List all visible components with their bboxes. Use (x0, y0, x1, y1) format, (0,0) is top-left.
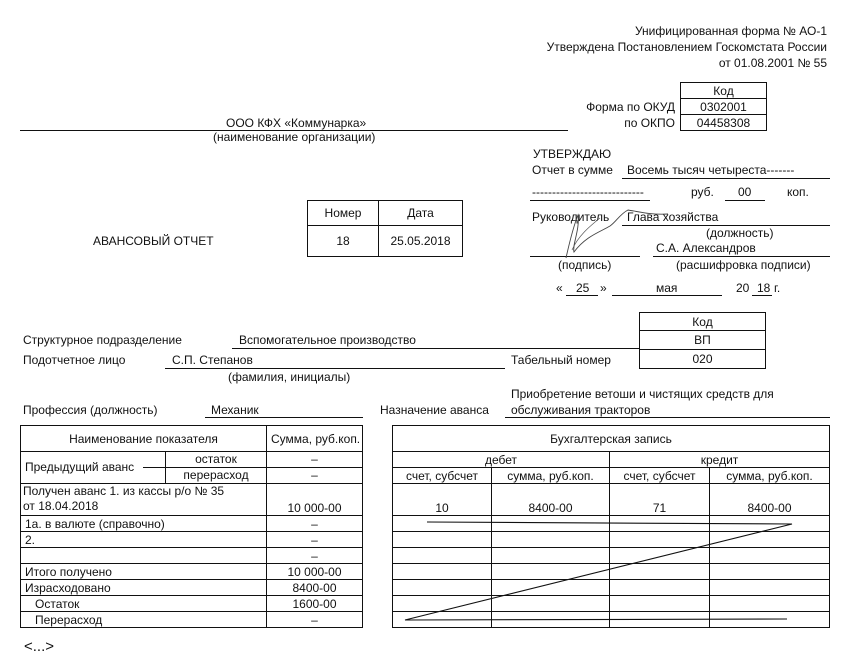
debit-amount-header: сумма, руб.коп. (492, 468, 610, 484)
credit-amount-header: сумма, руб.коп. (710, 468, 830, 484)
purpose-line (505, 417, 830, 418)
empty-cell (492, 596, 610, 612)
tab-number: 020 (639, 349, 766, 369)
approval-day: 25 (576, 281, 590, 295)
blank-value: – (267, 548, 363, 564)
purpose-line2: обслуживания тракторов (511, 403, 651, 417)
sum-words: Восемь тысяч четыреста------- (627, 163, 795, 177)
employee-code-header: Код (639, 312, 766, 331)
empty-cell (710, 596, 830, 612)
empty-cell (610, 612, 710, 628)
okud-value: 0302001 (680, 98, 767, 115)
col-sum-header: Сумма, руб.коп. (267, 426, 363, 452)
accounting-title: Бухгалтерская запись (393, 426, 830, 452)
empty-cell (393, 596, 492, 612)
month-line (612, 295, 722, 296)
footer-ellipsis: <...> (24, 638, 55, 655)
credit-amount: 8400-00 (710, 484, 830, 516)
kop-line (725, 200, 765, 201)
person-caption: (фамилия, инициалы) (228, 370, 351, 384)
empty-cell (393, 564, 492, 580)
empty-cell (710, 532, 830, 548)
head-label: Руководитель (532, 210, 610, 224)
signature-line (530, 256, 640, 257)
received-value: 10 000-00 (267, 484, 363, 516)
spent-label: Израсходовано (21, 580, 267, 596)
signature-caption: (подпись) (558, 258, 612, 272)
code-header: Код (680, 82, 767, 99)
decoding-value: С.А. Александров (656, 241, 756, 255)
empty-cell (710, 580, 830, 596)
decoding-line (653, 256, 830, 257)
sum-label: Отчет в сумме (532, 163, 613, 177)
quote-open: « (556, 281, 563, 295)
accounting-table (392, 425, 830, 628)
person-value: С.П. Степанов (172, 353, 253, 367)
debit-account: 10 (393, 484, 492, 516)
empty-cell (492, 532, 610, 548)
empty-cell (710, 612, 830, 628)
prev-advance-cell (21, 452, 267, 484)
col-name-header: Наименование показателя (21, 426, 267, 452)
approved-date: от 01.08.2001 № 55 (718, 56, 827, 70)
empty-cell (710, 564, 830, 580)
empty-cell (710, 516, 830, 532)
prev-advance-values (267, 452, 363, 484)
credit-account-header: счет, субсчет (610, 468, 710, 484)
year-label: г. (774, 281, 781, 295)
position-caption: (должность) (706, 226, 774, 240)
spent-value: 8400-00 (267, 580, 363, 596)
received-line1: Получен аванс 1. из кассы р/о № 35 (23, 484, 225, 498)
received-line2: от 18.04.2018 (23, 499, 99, 513)
debit-amount: 8400-00 (492, 484, 610, 516)
person-label: Подотчетное лицо (23, 353, 126, 367)
date-header: Дата (378, 200, 463, 226)
blank-label (21, 548, 267, 564)
empty-cell (492, 612, 610, 628)
empty-cell (393, 612, 492, 628)
approved-by: Утверждена Постановлением Госкомстата России (546, 40, 827, 54)
item2-label: 2. (21, 532, 267, 548)
sum-dashes: ---------------------------- (532, 185, 644, 199)
year-prefix: 20 (736, 281, 750, 295)
empty-cell (610, 580, 710, 596)
number-header: Номер (307, 200, 379, 226)
purpose-label: Назначение аванса (380, 403, 489, 417)
dept-code: ВП (639, 330, 766, 350)
quote-close: » (600, 281, 607, 295)
remainder-label: остаток (165, 452, 266, 468)
empty-cell (492, 516, 610, 532)
sum-dashes-line (530, 200, 650, 201)
overspend-value: – (311, 468, 318, 482)
empty-cell (492, 564, 610, 580)
empty-cell (393, 548, 492, 564)
empty-cell (393, 532, 492, 548)
okpo-label: по ОКПО (624, 116, 675, 130)
kop-label: коп. (787, 185, 809, 199)
debit-account-header: счет, субсчет (393, 468, 492, 484)
dept-value: Вспомогательное производство (239, 333, 416, 347)
debit-header: дебет (393, 452, 610, 468)
prev-advance-label: Предыдущий аванс (25, 460, 135, 474)
dept-label: Структурное подразделение (23, 333, 182, 347)
tab-label: Табельный номер (511, 353, 611, 367)
report-number: 18 (307, 225, 379, 257)
profession-label: Профессия (должность) (23, 403, 158, 417)
kop-value: 00 (738, 185, 752, 199)
empty-cell (710, 548, 830, 564)
organization-caption: (наименование организации) (213, 130, 376, 144)
received-cell (21, 484, 267, 516)
currency-value: – (267, 516, 363, 532)
okud-label: Форма по ОКУД (586, 100, 675, 114)
person-line (165, 368, 505, 369)
empty-cell (492, 580, 610, 596)
empty-cell (393, 580, 492, 596)
empty-cell (610, 532, 710, 548)
empty-cell (393, 516, 492, 532)
report-date: 25.05.2018 (378, 225, 463, 257)
balance-value: 1600-00 (267, 596, 363, 612)
item2-value: – (267, 532, 363, 548)
position-value: Глава хозяйства (627, 210, 719, 224)
profession-value: Механик (211, 403, 259, 417)
rub-label: руб. (691, 185, 714, 199)
credit-header: кредит (610, 452, 830, 468)
report-title: АВАНСОВЫЙ ОТЧЕТ (93, 234, 214, 248)
day-line (566, 295, 598, 296)
okpo-value: 04458308 (680, 114, 767, 131)
dept-line (232, 348, 639, 349)
approval-month: мая (656, 281, 678, 295)
prev-advance-dash (143, 467, 165, 468)
form-name: Унифицированная форма № АО-1 (634, 24, 827, 38)
overspend-label: перерасход (165, 468, 266, 483)
advance-table (20, 425, 363, 628)
overrun-value: – (267, 612, 363, 628)
decoding-caption: (расшифровка подписи) (676, 258, 811, 272)
empty-cell (610, 596, 710, 612)
empty-cell (610, 564, 710, 580)
empty-cell (610, 516, 710, 532)
remainder-value: – (267, 452, 362, 468)
purpose-line1: Приобретение ветоши и чистящих средств для (511, 387, 774, 401)
organization-name: ООО КФХ «Коммунарка» (226, 116, 367, 130)
profession-line (205, 417, 363, 418)
total-received-label: Итого получено (21, 564, 267, 580)
year-suffix: 18 (757, 281, 771, 295)
empty-cell (492, 548, 610, 564)
total-received-value: 10 000-00 (267, 564, 363, 580)
empty-cell (610, 548, 710, 564)
approval-title: УТВЕРЖДАЮ (533, 147, 612, 161)
year-line (752, 295, 772, 296)
sum-line (622, 178, 830, 179)
currency-label: 1а. в валюте (справочно) (21, 516, 267, 532)
overrun-label: Перерасход (21, 612, 267, 628)
balance-label: Остаток (21, 596, 267, 612)
credit-account: 71 (610, 484, 710, 516)
